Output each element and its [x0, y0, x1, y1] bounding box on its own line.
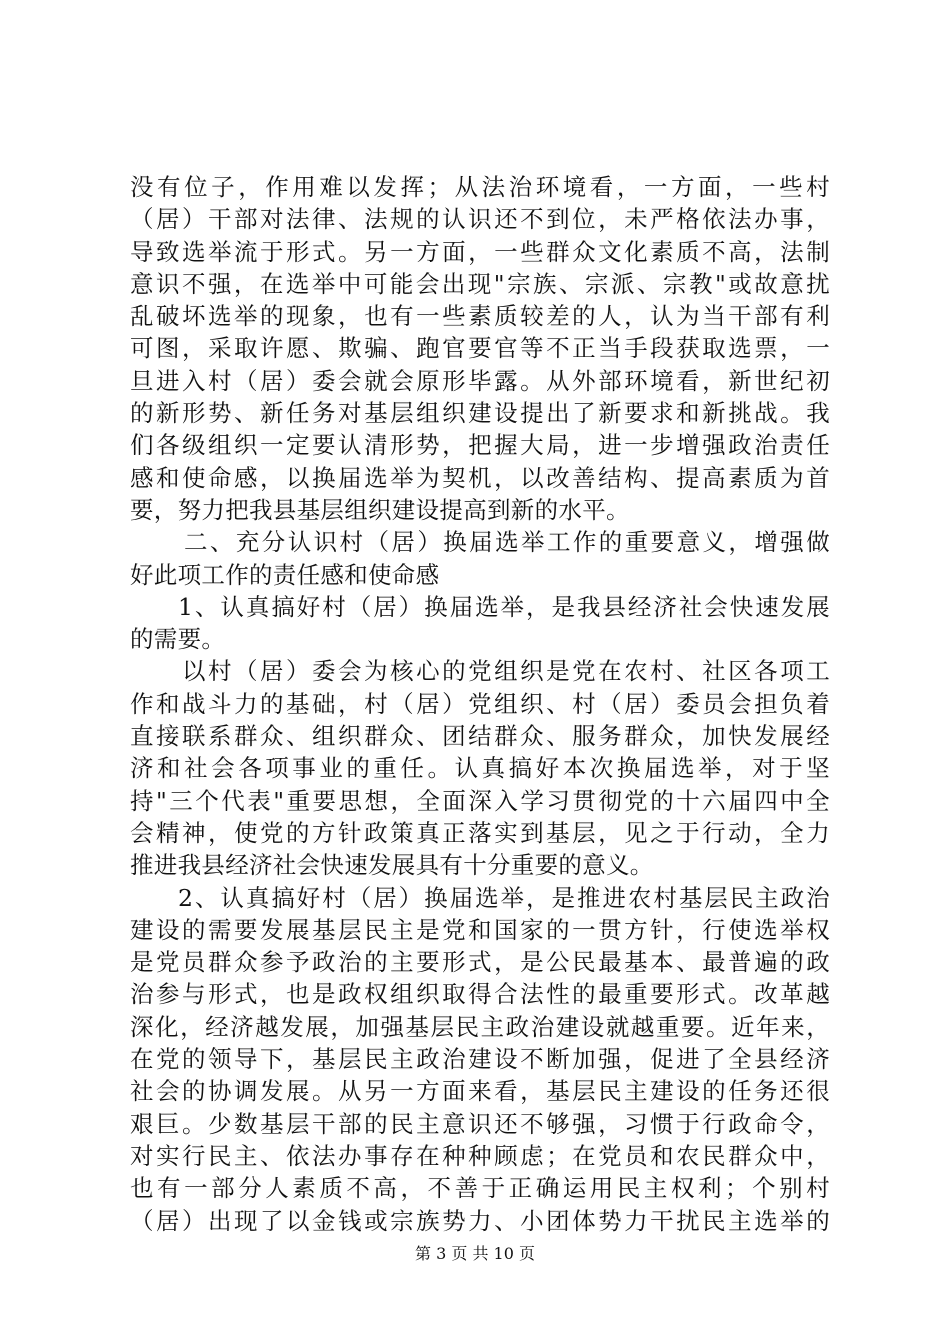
text-line: 可图，采取许愿、欺骗、跑官要官等不正当手段获取选票，一: [130, 334, 830, 363]
text-line: 推进我县经济社会快速发展具有十分重要的意义。: [130, 851, 654, 880]
text-line: 二、充分认识村（居）换届选举工作的重要意义，增强做: [184, 528, 830, 557]
text-line: 以村（居）委会为核心的党组织是党在农村、社区各项工: [182, 657, 830, 686]
text-line: 的需要。: [130, 625, 226, 654]
text-line: 艰巨。少数基层干部的民主意识还不够强，习惯于行政命令，: [130, 1109, 830, 1138]
text-line: 旦进入村（居）委会就会原形毕露。从外部环境看，新世纪初: [130, 366, 830, 395]
text-line: 要，努力把我县基层组织建设提高到新的水平。: [130, 495, 630, 524]
text-line: （居）出现了以金钱或宗族势力、小团体势力干扰民主选举的: [130, 1206, 830, 1235]
text-line: 感和使命感，以换届选举为契机，以改善结构、提高素质为首: [130, 463, 830, 492]
document-body: [130, 171, 830, 1237]
text-line: 也有一部分人素质不高，不善于正确运用民主权利；个别村: [130, 1174, 830, 1203]
text-line: 乱破坏选举的现象，也有一些素质较差的人，认为当干部有利: [130, 302, 830, 331]
text-line: 意识不强，在选举中可能会出现"宗族、宗派、宗教"或故意扰: [130, 269, 830, 298]
text-line: 济和社会各项事业的重任。认真搞好本次换届选举，对于坚: [130, 754, 830, 783]
text-line: 作和战斗力的基础，村（居）党组织、村（居）委员会担负着: [130, 689, 830, 718]
text-line: 对实行民主、依法办事存在种种顾虑；在党员和农民群众中，: [130, 1141, 830, 1170]
text-line: 治参与形式，也是政权组织取得合法性的最重要形式。改革越: [130, 980, 830, 1009]
text-line: 在党的领导下，基层民主政治建设不断加强，促进了全县经济: [130, 1045, 830, 1074]
text-line: 导致选举流于形式。另一方面，一些群众文化素质不高，法制: [130, 237, 830, 266]
text-line: 深化，经济越发展，加强基层民主政治建设就越重要。近年来，: [130, 1012, 830, 1041]
text-line: 是党员群众参予政治的主要形式，是公民最基本、最普遍的政: [130, 948, 830, 977]
text-line: 持"三个代表"重要思想，全面深入学习贯彻党的十六届四中全: [130, 786, 830, 815]
page-number-footer: 第 3 页 共 10 页: [415, 1244, 535, 1263]
text-line: 直接联系群众、组织群众、团结群众、服务群众，加快发展经: [130, 722, 830, 751]
text-line: 会精神，使党的方针政策真正落实到基层，见之于行动，全力: [130, 818, 830, 847]
text-line: 1、认真搞好村（居）换届选举，是我县经济社会快速发展: [178, 592, 830, 621]
text-line: 没有位子，作用难以发挥；从法治环境看，一方面，一些村: [130, 173, 830, 201]
text-line: 2、认真搞好村（居）换届选举，是推进农村基层民主政治: [178, 883, 830, 912]
text-line: 建设的需要发展基层民主是党和国家的一贯方针，行使选举权: [130, 915, 830, 944]
text-line: 好此项工作的责任感和使命感: [130, 560, 440, 589]
text-line: 社会的协调发展。从另一方面来看，基层民主建设的任务还很: [130, 1077, 830, 1106]
text-line: 的新形势、新任务对基层组织建设提出了新要求和新挑战。我: [130, 399, 830, 428]
text-line: 们各级组织一定要认清形势，把握大局，进一步增强政治责任: [130, 431, 830, 460]
text-line: （居）干部对法律、法规的认识还不到位，未严格依法办事，: [130, 205, 830, 234]
